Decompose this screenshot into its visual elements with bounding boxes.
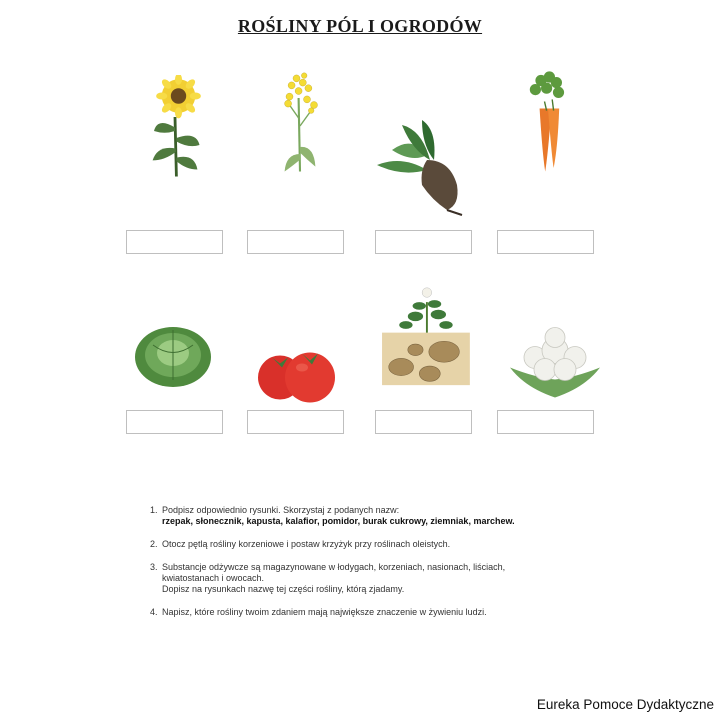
label-box-1[interactable]: [126, 230, 223, 254]
publisher-credit: Eureka Pomoce Dydaktyczne: [536, 697, 714, 712]
cauliflower-illustration: [505, 310, 605, 415]
worksheet-title: ROŚLINY PÓL I OGRODÓW: [237, 16, 483, 36]
cabbage-illustration: [125, 305, 225, 410]
label-box-8[interactable]: [497, 410, 594, 434]
rapeseed-illustration: [250, 70, 350, 175]
task-text: Otocz pętlą rośliny korzeniowe i postaw krzyżyk przy roślinach oleistych.: [162, 539, 451, 549]
task-number: 4.: [150, 607, 158, 617]
label-box-3[interactable]: [375, 230, 472, 254]
sugar-beet-illustration: [372, 115, 472, 220]
task-text: Napisz, które rośliny twoim zdaniem mają największe znaczenie w żywieniu ludzi.: [162, 607, 487, 617]
task-number: 2.: [150, 539, 158, 549]
task-text: Substancje odżywcze są magazynowane w łodygach, korzeniach, nasionach, liściach,: [162, 562, 506, 572]
plant-name-list: rzepak, słonecznik, kapusta, kalafior, pomidor, burak cukrowy, ziemniak, marchew.: [162, 516, 515, 526]
potato-plant-illustration: [375, 283, 475, 388]
carrot-illustration: [498, 70, 598, 175]
sunflower-illustration: [125, 75, 225, 180]
task-number: 3.: [150, 562, 158, 572]
task-text: kwiatostanach i owocach.: [162, 573, 265, 583]
task-text: Dopisz na rysunkach nazwę tej części rośliny, którą zjadamy.: [162, 584, 405, 594]
label-box-7[interactable]: [375, 410, 472, 434]
label-box-2[interactable]: [247, 230, 344, 254]
task-item: [150, 562, 610, 595]
task-text: Podpisz odpowiednio rysunki. Skorzystaj z podanych nazw:: [162, 505, 400, 515]
label-box-4[interactable]: [497, 230, 594, 254]
label-box-5[interactable]: [126, 410, 223, 434]
task-list: [150, 505, 610, 630]
task-number: 1.: [150, 505, 158, 515]
label-box-6[interactable]: [247, 410, 344, 434]
task-item: [150, 607, 610, 618]
task-item: [150, 505, 610, 527]
task-item: [150, 539, 610, 550]
